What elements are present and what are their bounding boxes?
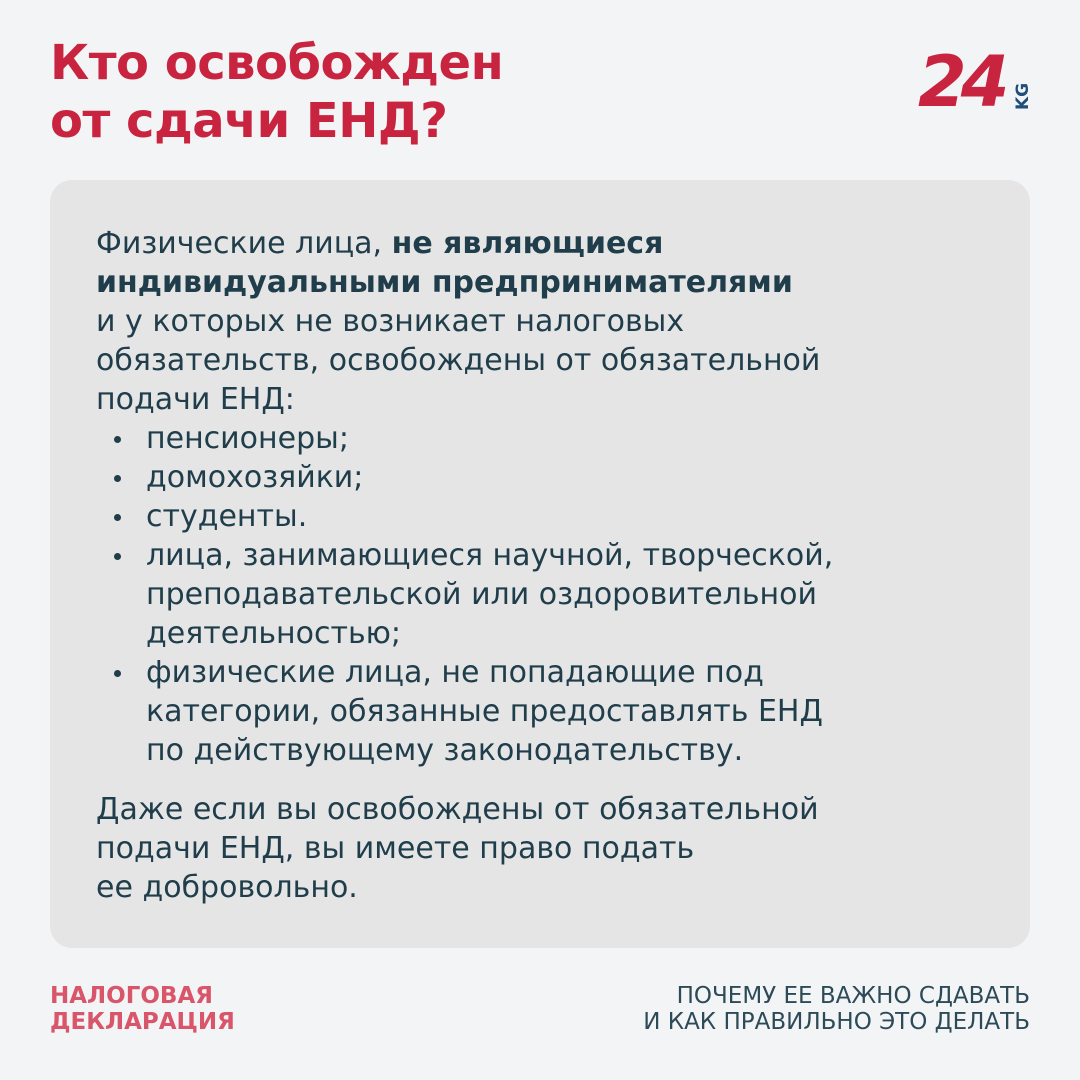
note-line: Даже если вы освобождены от обязательной — [96, 792, 819, 827]
footer-left-line: ДЕКЛАРАЦИЯ — [50, 1009, 235, 1035]
brand-logo — [918, 44, 1033, 116]
logo-suffix: KG — [1013, 82, 1033, 110]
note-line: подачи ЕНД, вы имеете право подать — [96, 831, 695, 866]
exempt-list — [96, 419, 976, 770]
note-paragraph — [96, 790, 976, 907]
intro-line: и у которых не возникает налоговых — [96, 304, 685, 339]
list-item-text: домохозяйки; — [146, 460, 364, 495]
intro-emphasis: индивидуальными предпринимателями — [96, 265, 793, 300]
footer-left-line: НАЛОГОВАЯ — [50, 983, 213, 1009]
footer-series-title — [643, 983, 1030, 1035]
bullet-icon — [114, 670, 121, 677]
intro-line — [96, 224, 976, 263]
list-item-text: категории, обязанные предоставлять ЕНД — [146, 694, 823, 729]
list-item — [96, 653, 976, 770]
bullet-icon — [114, 553, 121, 560]
page-title — [50, 34, 503, 150]
info-card — [50, 180, 1030, 948]
bullet-icon — [114, 436, 121, 443]
footer-right-line: ПОЧЕМУ ЕЕ ВАЖНО СДАВАТЬ — [676, 983, 1030, 1009]
intro-line — [96, 263, 976, 302]
intro-paragraph — [96, 224, 976, 419]
list-item-text: по действующему законодательству. — [146, 733, 744, 768]
list-item — [96, 497, 976, 536]
list-item-text: лица, занимающиеся научной, творческой, — [146, 538, 834, 573]
intro-line: подачи ЕНД: — [96, 382, 295, 417]
bullet-icon — [114, 514, 121, 521]
logo-number: 24 — [918, 44, 1004, 116]
title-line: Кто освобожден — [50, 35, 504, 91]
list-item-text: физические лица, не попадающие под — [146, 655, 764, 690]
list-item-text: преподавательской или оздоровительной — [146, 577, 818, 612]
card-content — [96, 224, 976, 907]
footer-right-line: И КАК ПРАВИЛЬНО ЭТО ДЕЛАТЬ — [643, 1009, 1030, 1035]
logo-24-icon — [918, 44, 1033, 116]
list-item-text: студенты. — [146, 499, 308, 534]
title-line: от сдачи ЕНД? — [50, 93, 448, 149]
intro-line: обязательств, освобождены от обязательной — [96, 343, 821, 378]
footer-section-label — [50, 983, 235, 1035]
intro-emphasis: не являющиеся — [391, 226, 664, 261]
note-line: ее добровольно. — [96, 870, 358, 905]
bullet-icon — [114, 475, 121, 482]
intro-text: Физические лица, — [96, 226, 392, 261]
list-item — [96, 458, 976, 497]
list-item — [96, 536, 976, 653]
list-item — [96, 419, 976, 458]
list-item-text: деятельностью; — [146, 616, 402, 651]
list-item-text: пенсионеры; — [146, 421, 349, 456]
